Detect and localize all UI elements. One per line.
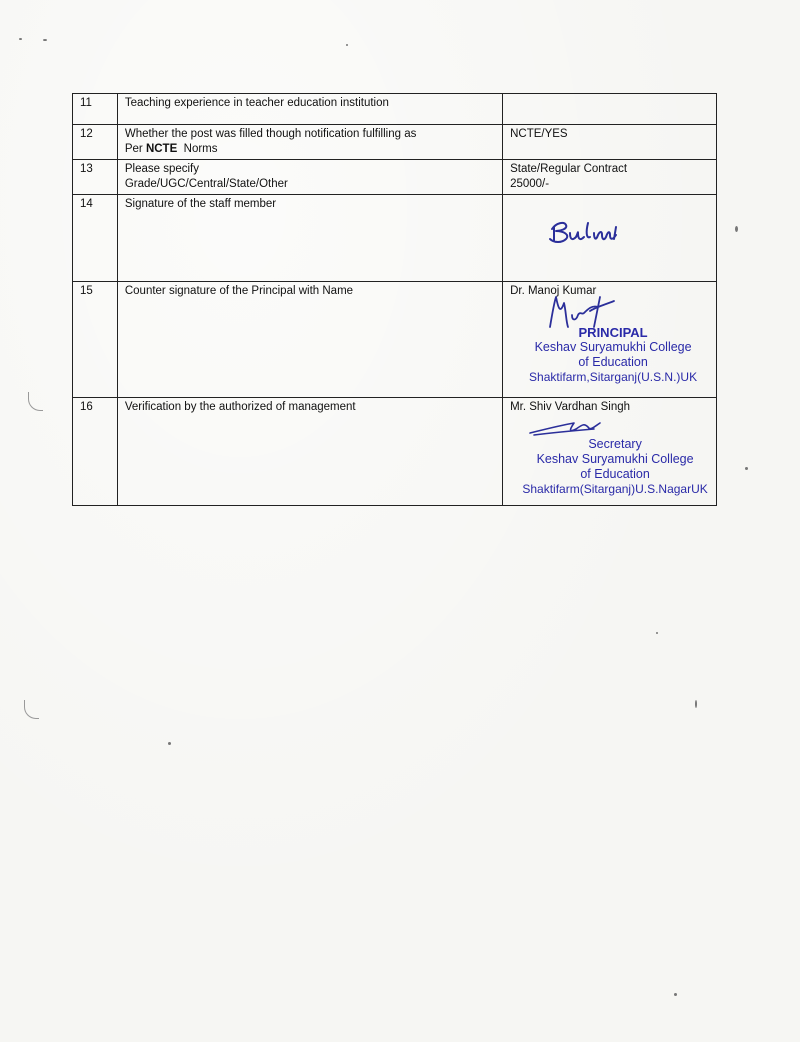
row-value bbox=[503, 398, 717, 506]
row-value bbox=[503, 125, 717, 160]
row-number: 11 bbox=[73, 94, 118, 125]
row-label-line: Teaching experience in teacher education institution bbox=[124, 97, 389, 109]
scan-speck bbox=[43, 39, 47, 41]
principal-signature-stamp bbox=[510, 299, 709, 395]
row-value-line: State/Regular Contract bbox=[510, 163, 628, 175]
scan-speck bbox=[19, 38, 22, 40]
scan-speck bbox=[168, 742, 171, 745]
row-number: 12 bbox=[73, 125, 118, 160]
row-number: 13 bbox=[73, 160, 118, 195]
stamp-line: Keshav Suryamukhi College bbox=[534, 340, 692, 354]
stamp-line: of Education bbox=[578, 355, 648, 369]
stamp-line: of Education bbox=[580, 467, 650, 481]
table-row bbox=[73, 160, 717, 195]
scan-speck bbox=[346, 44, 348, 46]
row-label-line: Signature of the staff member bbox=[124, 198, 277, 210]
table-row bbox=[73, 94, 717, 125]
table-row bbox=[73, 398, 717, 506]
row-value-line: NCTE/YES bbox=[510, 128, 568, 140]
table-row bbox=[73, 125, 717, 160]
row-label bbox=[117, 160, 502, 195]
row-label-line: Whether the post was filled though notification fulfilling as bbox=[124, 128, 417, 140]
row-label-text: Per bbox=[124, 143, 146, 155]
row-value bbox=[503, 160, 717, 195]
scan-mark bbox=[24, 700, 39, 719]
scan-speck bbox=[674, 993, 677, 996]
row-value bbox=[503, 282, 717, 398]
row-label bbox=[117, 398, 502, 506]
table-row bbox=[73, 282, 717, 398]
row-value bbox=[503, 94, 717, 125]
row-number: 15 bbox=[73, 282, 118, 398]
row-value bbox=[503, 195, 717, 282]
principal-name: Dr. Manoj Kumar bbox=[510, 285, 597, 297]
principal-stamp bbox=[510, 325, 716, 385]
row-label-line: Verification by the authorized of management bbox=[124, 401, 356, 413]
secretary-stamp bbox=[510, 437, 720, 497]
row-label-line: Please specify bbox=[124, 163, 199, 175]
row-label-text: Norms bbox=[177, 143, 218, 155]
row-number: 16 bbox=[73, 398, 118, 506]
stamp-line: Shaktifarm,Sitarganj(U.S.N.)UK bbox=[529, 370, 698, 384]
row-label bbox=[117, 195, 502, 282]
stamp-title: Secretary bbox=[588, 437, 642, 451]
row-label-line: Grade/UGC/Central/State/Other bbox=[124, 178, 288, 190]
ncte-abbreviation: NCTE bbox=[145, 143, 178, 155]
scan-speck bbox=[735, 226, 738, 232]
row-label bbox=[117, 125, 502, 160]
row-label bbox=[117, 94, 502, 125]
table-row bbox=[73, 195, 717, 282]
row-label bbox=[117, 282, 502, 398]
scan-speck bbox=[695, 700, 697, 708]
staff-details-table bbox=[72, 93, 717, 506]
row-number: 14 bbox=[73, 195, 118, 282]
staff-signature-scribble bbox=[510, 197, 710, 275]
stamp-title: PRINCIPAL bbox=[578, 325, 648, 340]
row-label-line: Counter signature of the Principal with Name bbox=[124, 285, 354, 297]
row-label-line bbox=[125, 142, 495, 157]
stamp-line: Shaktifarm(Sitarganj)U.S.NagarUK bbox=[522, 482, 708, 496]
scan-speck bbox=[745, 467, 748, 470]
secretary-name: Mr. Shiv Vardhan Singh bbox=[510, 401, 631, 413]
scan-mark bbox=[28, 392, 43, 411]
stamp-line: Keshav Suryamukhi College bbox=[536, 452, 694, 466]
scan-speck bbox=[656, 632, 658, 634]
row-value-line: 25000/- bbox=[510, 178, 550, 190]
secretary-signature-stamp bbox=[510, 415, 709, 501]
staff-signature bbox=[510, 197, 709, 275]
